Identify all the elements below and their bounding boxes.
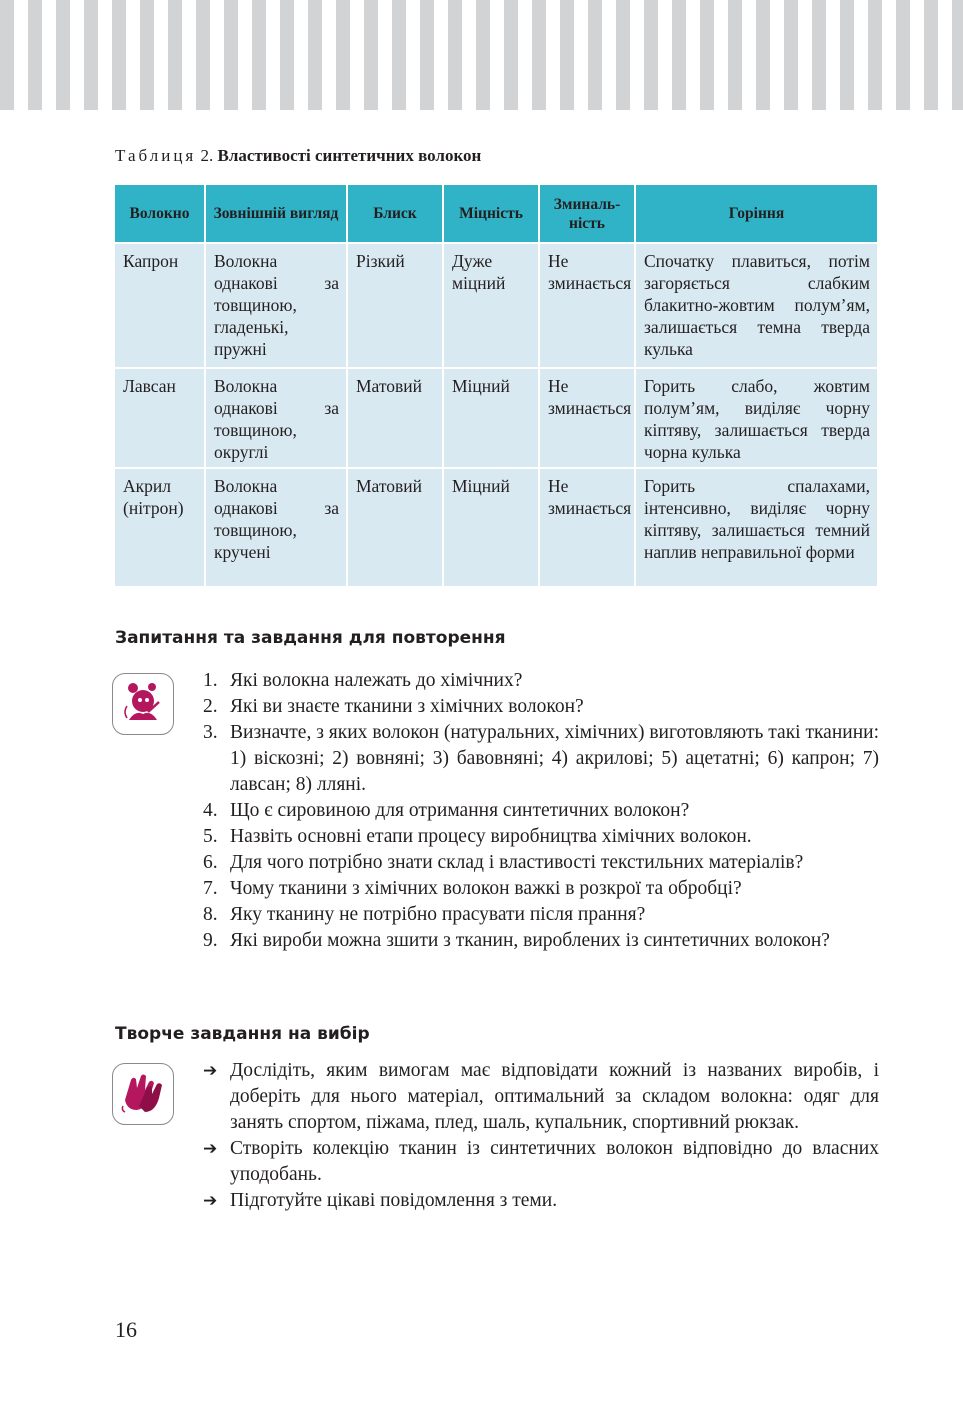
- cell-appearance: Волокна однакові за товщиною, округлі: [205, 368, 347, 468]
- question-text: Яку тканину не потрібно прасувати після прання?: [230, 904, 646, 925]
- question-text: Які вироби можна зшити з тканин, вироблених із синтетичних волокон?: [230, 930, 830, 951]
- table-row: [115, 468, 877, 587]
- cell-appearance: Волокна однакові за товщиною, гладенькі, пружні: [205, 243, 347, 368]
- list-item: [203, 798, 879, 824]
- question-text: Що є сировиною для отримання синтетичних волокон?: [230, 800, 690, 821]
- question-number: 9.: [203, 930, 218, 951]
- question-text: Які волокна належать до хімічних?: [230, 670, 523, 691]
- creative-heading: Творче завдання на вибір: [115, 1024, 370, 1044]
- cell-creasing: Не зминається: [539, 468, 635, 587]
- header-luster: Блиск: [347, 185, 443, 243]
- caption-label: Таблиця: [115, 146, 197, 165]
- list-item: [203, 694, 879, 720]
- decorative-stripes: [0, 0, 963, 110]
- header-burning: Горіння: [635, 185, 877, 243]
- list-item: [203, 902, 879, 928]
- list-item: [203, 824, 879, 850]
- cell-fiber: Акрил (нітрон): [115, 468, 205, 587]
- cell-strength: Міцний: [443, 368, 539, 468]
- task-text: Дослідіть, яким вимогам має відповідати кожний із названих виробів, і доберіть для нього матеріал, оптимальний за складом волокна: одяг для занять спортом, піжама, плед, шаль, купальник, спортивний рюкзак.: [230, 1060, 879, 1133]
- question-number: 6.: [203, 852, 218, 873]
- question-text: Які ви знаєте тканини з хімічних волокон?: [230, 696, 584, 717]
- cell-burning: Горить слабо, жовтим полум’ям, виділяє чорну кіптяву, залишається тверда чорна кулька: [635, 368, 877, 468]
- review-questions-list: [203, 668, 879, 954]
- caption-number: 2.: [200, 146, 214, 165]
- table-header-row: [115, 185, 877, 243]
- question-number: 3.: [203, 722, 218, 743]
- question-number: 1.: [203, 670, 218, 691]
- cell-strength: Міцний: [443, 468, 539, 587]
- header-appearance: Зовнішній вигляд: [205, 185, 347, 243]
- table-caption: [115, 146, 481, 166]
- arrow-right-icon: ➔: [203, 1061, 218, 1081]
- cell-appearance: Волокна однакові за товщиною, кручені: [205, 468, 347, 587]
- list-item: [203, 850, 879, 876]
- list-item: [203, 876, 879, 902]
- header-fiber: Волокно: [115, 185, 205, 243]
- task-text: Створіть колекцію тканин із синтетичних волокон відповідно до власних уподобань.: [230, 1138, 879, 1185]
- question-number: 7.: [203, 878, 218, 899]
- creative-tasks-list: [203, 1058, 879, 1214]
- review-heading: Запитання та завдання для повторення: [115, 628, 506, 648]
- list-item: [203, 720, 879, 798]
- arrow-right-icon: ➔: [203, 1139, 218, 1159]
- list-item: [203, 1136, 879, 1188]
- question-number: 2.: [203, 696, 218, 717]
- cell-burning: Горить спалахами, інтенсивно, виділяє чорну кіптяву, залишається темний наплив неправильної форми: [635, 468, 877, 587]
- cell-luster: Матовий: [347, 368, 443, 468]
- question-text: Чому тканини з хімічних волокон важкі в розкрої та обробці?: [230, 878, 742, 899]
- header-creasing: Зминаль-ність: [539, 185, 635, 243]
- list-item: [203, 1058, 879, 1136]
- question-number: 8.: [203, 904, 218, 925]
- question-number: 5.: [203, 826, 218, 847]
- cell-creasing: Не зминається: [539, 243, 635, 368]
- question-number: 4.: [203, 800, 218, 821]
- cell-strength: Дуже міцний: [443, 243, 539, 368]
- cell-creasing: Не зминається: [539, 368, 635, 468]
- list-item: [203, 928, 879, 954]
- list-item: [203, 1188, 879, 1214]
- girl-thinking-icon: [112, 673, 174, 735]
- list-item: [203, 668, 879, 694]
- arrow-right-icon: ➔: [203, 1191, 218, 1211]
- task-text: Підготуйте цікаві повідомлення з теми.: [230, 1190, 558, 1211]
- page-number: 16: [115, 1317, 137, 1342]
- cell-fiber: Капрон: [115, 243, 205, 368]
- header-strength: Міцність: [443, 185, 539, 243]
- cell-luster: Матовий: [347, 468, 443, 587]
- cell-luster: Різкий: [347, 243, 443, 368]
- question-text: Визначте, з яких волокон (натуральних, хімічних) виготовляють такі тканини: 1) віскозні; 2) вовняні; 3) бавовняні; 4) акрилові; 5) ацетатні; 6) капрон; 7) лавсан; 8) лляні.: [230, 722, 879, 795]
- question-text: Назвіть основні етапи процесу виробництва хімічних волокон.: [230, 826, 752, 847]
- cell-fiber: Лавсан: [115, 368, 205, 468]
- cell-burning: Спочатку плавиться, потім загоряється слабким блакитно-жовтим полум’ям, залишається темна тверда кулька: [635, 243, 877, 368]
- table-row: [115, 243, 877, 368]
- table-row: [115, 368, 877, 468]
- caption-title: Властивості синтетичних волокон: [217, 146, 482, 165]
- fiber-properties-table: [115, 185, 877, 588]
- hands-icon: [112, 1063, 174, 1125]
- question-text: Для чого потрібно знати склад і властивості текстильних матеріалів?: [230, 852, 804, 873]
